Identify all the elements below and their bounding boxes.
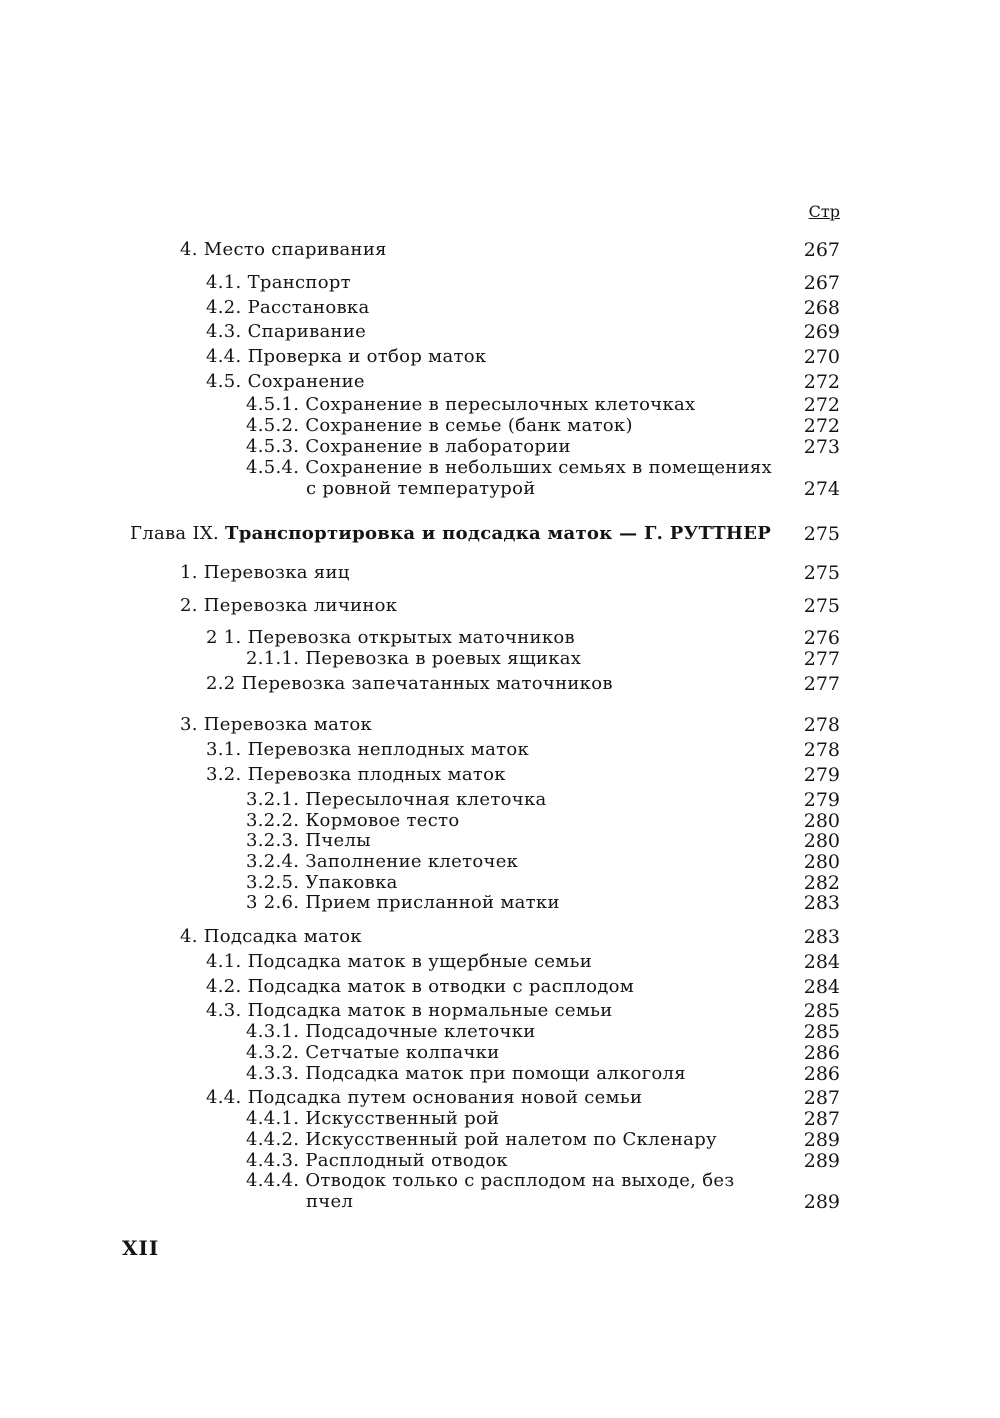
toc-entry-page: 269 [803, 321, 840, 343]
toc-entry-title: Перевозка маток [203, 714, 373, 735]
toc-entry-title: Место спаривания [203, 239, 387, 260]
toc-entry-text [206, 320, 366, 344]
toc-entry-text [206, 672, 613, 696]
toc-entry-text [130, 522, 771, 546]
toc-entry-title: Сетчатые колпачки [305, 1042, 500, 1063]
toc-entry [0, 672, 1000, 696]
toc-entry-number: 3.2.5. [246, 872, 300, 893]
toc-entry-title: Сохранение [247, 371, 365, 392]
toc-entry-number: 4.4. [206, 346, 242, 367]
toc-entry-number: 3.2.2. [246, 810, 300, 831]
toc-entry-text [246, 647, 581, 671]
toc-entry [0, 271, 1000, 295]
toc-entry-number: 4.4.1. [246, 1108, 300, 1129]
toc-entry-title: Кормовое тесто [305, 810, 460, 831]
toc-entry [0, 1190, 1000, 1214]
toc-entry-page: 284 [803, 976, 840, 998]
toc-entry-title: Искусственный рой [305, 1108, 500, 1129]
toc-entry-number: 3. [180, 714, 198, 735]
toc-entry-number: 3.1. [206, 739, 242, 760]
toc-entry-page: 286 [803, 1042, 840, 1064]
toc-entry-page: 276 [803, 627, 840, 649]
toc-entry-number: 1. [180, 562, 198, 583]
toc-entry-text [306, 1190, 353, 1214]
toc-entry-number: 4.5.1. [246, 394, 300, 415]
toc-entry-text [180, 925, 362, 949]
toc-entry-title: Пересылочная клеточка [305, 789, 547, 810]
toc-entry-page: 289 [803, 1150, 840, 1172]
toc-entry-number: Глава IX. [130, 523, 220, 544]
toc-entry-title: Подсадка маток при помощи алкоголя [305, 1063, 686, 1084]
toc-entry-page: 285 [803, 1000, 840, 1022]
toc-entry [0, 561, 1000, 585]
toc-entry-title: Подсадка маток в нормальные семьи [247, 1000, 613, 1021]
toc-entry-page: 280 [803, 830, 840, 852]
toc-entry-number: 4.3.3. [246, 1063, 300, 1084]
toc-entry [0, 925, 1000, 949]
toc-entry-page: 275 [803, 562, 840, 584]
toc-entry-number: 3.2.4. [246, 851, 300, 872]
toc-entry [0, 647, 1000, 671]
toc-entry-text [206, 950, 592, 974]
toc-entry-page: 272 [803, 371, 840, 393]
toc-entry-number: 3.2.3. [246, 830, 300, 851]
toc-entry-number: 4. [180, 239, 198, 260]
toc-entry-number: 4.5.4. [246, 457, 300, 478]
toc-entry-page: 287 [803, 1087, 840, 1109]
toc-entry [0, 713, 1000, 737]
toc-entry-title: Перевозка неплодных маток [247, 739, 530, 760]
toc-entry-page: 268 [803, 297, 840, 319]
toc-entry-number: 2.1.1. [246, 648, 300, 669]
toc-entry-page: 278 [803, 714, 840, 736]
toc-entry-page: 267 [803, 272, 840, 294]
toc-entry-page: 270 [803, 346, 840, 368]
toc-entry-text [180, 713, 372, 737]
toc-entry-number: 4.3. [206, 1000, 242, 1021]
toc-entry [0, 594, 1000, 618]
page-column-header: Стр [808, 202, 840, 221]
toc-entry-title: Проверка и отбор маток [247, 346, 487, 367]
toc-entry-title: Транспорт [247, 272, 351, 293]
toc-entry [0, 238, 1000, 262]
toc-entry [0, 345, 1000, 369]
toc-entry-number: 4.5.3. [246, 436, 300, 457]
toc-entry-text [206, 763, 506, 787]
toc-entry-number: 4.4. [206, 1087, 242, 1108]
toc-entry-text [206, 370, 365, 394]
toc-entry-title: Перевозка плодных маток [247, 764, 506, 785]
toc-entry-page: 277 [803, 648, 840, 670]
toc-entry-page: 279 [803, 789, 840, 811]
toc-entry-text [206, 975, 634, 999]
toc-entry-title: Сохранение в лаборатории [305, 436, 571, 457]
page-number: XII [122, 1236, 160, 1260]
toc-entry-title: Сохранение в небольших семьях в помещениях [305, 457, 772, 478]
toc-entry-text [206, 296, 370, 320]
toc-entry-title: Прием присланной матки [305, 892, 560, 913]
toc-entry-page: 289 [803, 1129, 840, 1151]
toc-entry-title: Подсадка маток в ущербные семьи [247, 951, 592, 972]
toc-entry [0, 763, 1000, 787]
toc-entry [0, 975, 1000, 999]
toc-entry-page: 272 [803, 415, 840, 437]
toc-entry-number: 4.5. [206, 371, 242, 392]
toc-entry-page: 287 [803, 1108, 840, 1130]
toc-entry-page: 273 [803, 436, 840, 458]
toc-entry-page: 275 [803, 595, 840, 617]
toc-entry-title: Сохранение в пересылочных клеточках [305, 394, 696, 415]
toc-entry-title: Пчелы [305, 830, 371, 851]
toc-entry-text [180, 238, 387, 262]
toc-entry-number: 4.4.4. [246, 1170, 300, 1191]
toc-entry-number: 4.2. [206, 297, 242, 318]
toc-entry-title: Расстановка [247, 297, 370, 318]
toc-entry-page: 275 [803, 523, 840, 545]
toc-entry-text [180, 561, 350, 585]
toc-entry-title: Искусственный рой налетом по Скленару [305, 1129, 717, 1150]
toc-entry [0, 320, 1000, 344]
toc-entry-page: 289 [803, 1191, 840, 1213]
toc-entry-title: Перевозка открытых маточников [247, 627, 575, 648]
toc-entry-number: 4.4.3. [246, 1150, 300, 1171]
toc-entry-text [206, 271, 351, 295]
toc-entry-title: Транспортировка и подсадка маток — Г. РУТТНЕР [225, 523, 772, 544]
toc-entry [0, 1062, 1000, 1086]
toc-entry-text [206, 345, 486, 369]
toc-entry-number: 3.2.1. [246, 789, 300, 810]
toc-entry-text [180, 594, 397, 618]
toc-entry-number: 4.3.2. [246, 1042, 300, 1063]
toc-entry [0, 891, 1000, 915]
toc-entry-page: 274 [803, 478, 840, 500]
toc-entry-title: Упаковка [305, 872, 398, 893]
toc-entry-title: пчел [306, 1191, 354, 1212]
toc-entry-title: Подсадочные клеточки [305, 1021, 536, 1042]
toc-entry-page: 283 [803, 892, 840, 914]
toc-entry-title: Отводок только с расплодом на выходе, без [305, 1170, 735, 1191]
toc-entry-page: 278 [803, 739, 840, 761]
toc-entry-page: 286 [803, 1063, 840, 1085]
toc-entry-number: 2.2 [206, 673, 236, 694]
toc-entry-number: 3.2. [206, 764, 242, 785]
toc-entry [0, 950, 1000, 974]
toc-entry-page: 277 [803, 673, 840, 695]
toc-entry-text [206, 738, 529, 762]
toc-entry-number: 2 1. [206, 627, 242, 648]
toc-entry-title: Перевозка личинок [203, 595, 398, 616]
toc-entry-number: 3 2.6. [246, 892, 300, 913]
toc-entry-page: 279 [803, 764, 840, 786]
toc-entry [0, 370, 1000, 394]
toc-entry-number: 4.1. [206, 951, 242, 972]
toc-entry-page: 272 [803, 394, 840, 416]
toc-entry-text [246, 891, 560, 915]
toc-entry-number: 4.2. [206, 976, 242, 997]
toc-entry-title: Перевозка запечатанных маточников [241, 673, 613, 694]
toc-entry-title: Подсадка маток [203, 926, 362, 947]
toc-entry-number: 4. [180, 926, 198, 947]
toc-entry-title: Подсадка путем основания новой семьи [247, 1087, 643, 1108]
toc-chapter [0, 522, 1000, 546]
toc-entry-text [246, 1062, 686, 1086]
toc-entry-text [306, 477, 536, 501]
toc-entry-page: 284 [803, 951, 840, 973]
toc-entry-number: 4.3. [206, 321, 242, 342]
toc-entry-title: Заполнение клеточек [305, 851, 519, 872]
toc-entry-page: 280 [803, 810, 840, 832]
toc-entry-page: 280 [803, 851, 840, 873]
toc-entry [0, 296, 1000, 320]
toc-entry [0, 738, 1000, 762]
toc-entry-number: 4.5.2. [246, 415, 300, 436]
toc-entry-page: 283 [803, 926, 840, 948]
toc-entry-title: Подсадка маток в отводки с расплодом [247, 976, 635, 997]
toc-entry-number: 4.1. [206, 272, 242, 293]
toc-entry-title: Перевозка яиц [203, 562, 350, 583]
toc-entry-title: Сохранение в семье (банк маток) [305, 415, 633, 436]
toc-entry-title: Спаривание [247, 321, 367, 342]
toc-entry-page: 267 [803, 239, 840, 261]
toc-entry-number: 2. [180, 595, 198, 616]
toc-entry [0, 477, 1000, 501]
toc-entry-number: 4.4.2. [246, 1129, 300, 1150]
toc-entry-title: Расплодный отводок [305, 1150, 508, 1171]
toc-entry-title: с ровной температурой [306, 478, 536, 499]
toc-entry-number: 4.3.1. [246, 1021, 300, 1042]
toc-entry-title: Перевозка в роевых ящиках [305, 648, 582, 669]
toc-entry-page: 282 [803, 872, 840, 894]
toc-entry-page: 285 [803, 1021, 840, 1043]
